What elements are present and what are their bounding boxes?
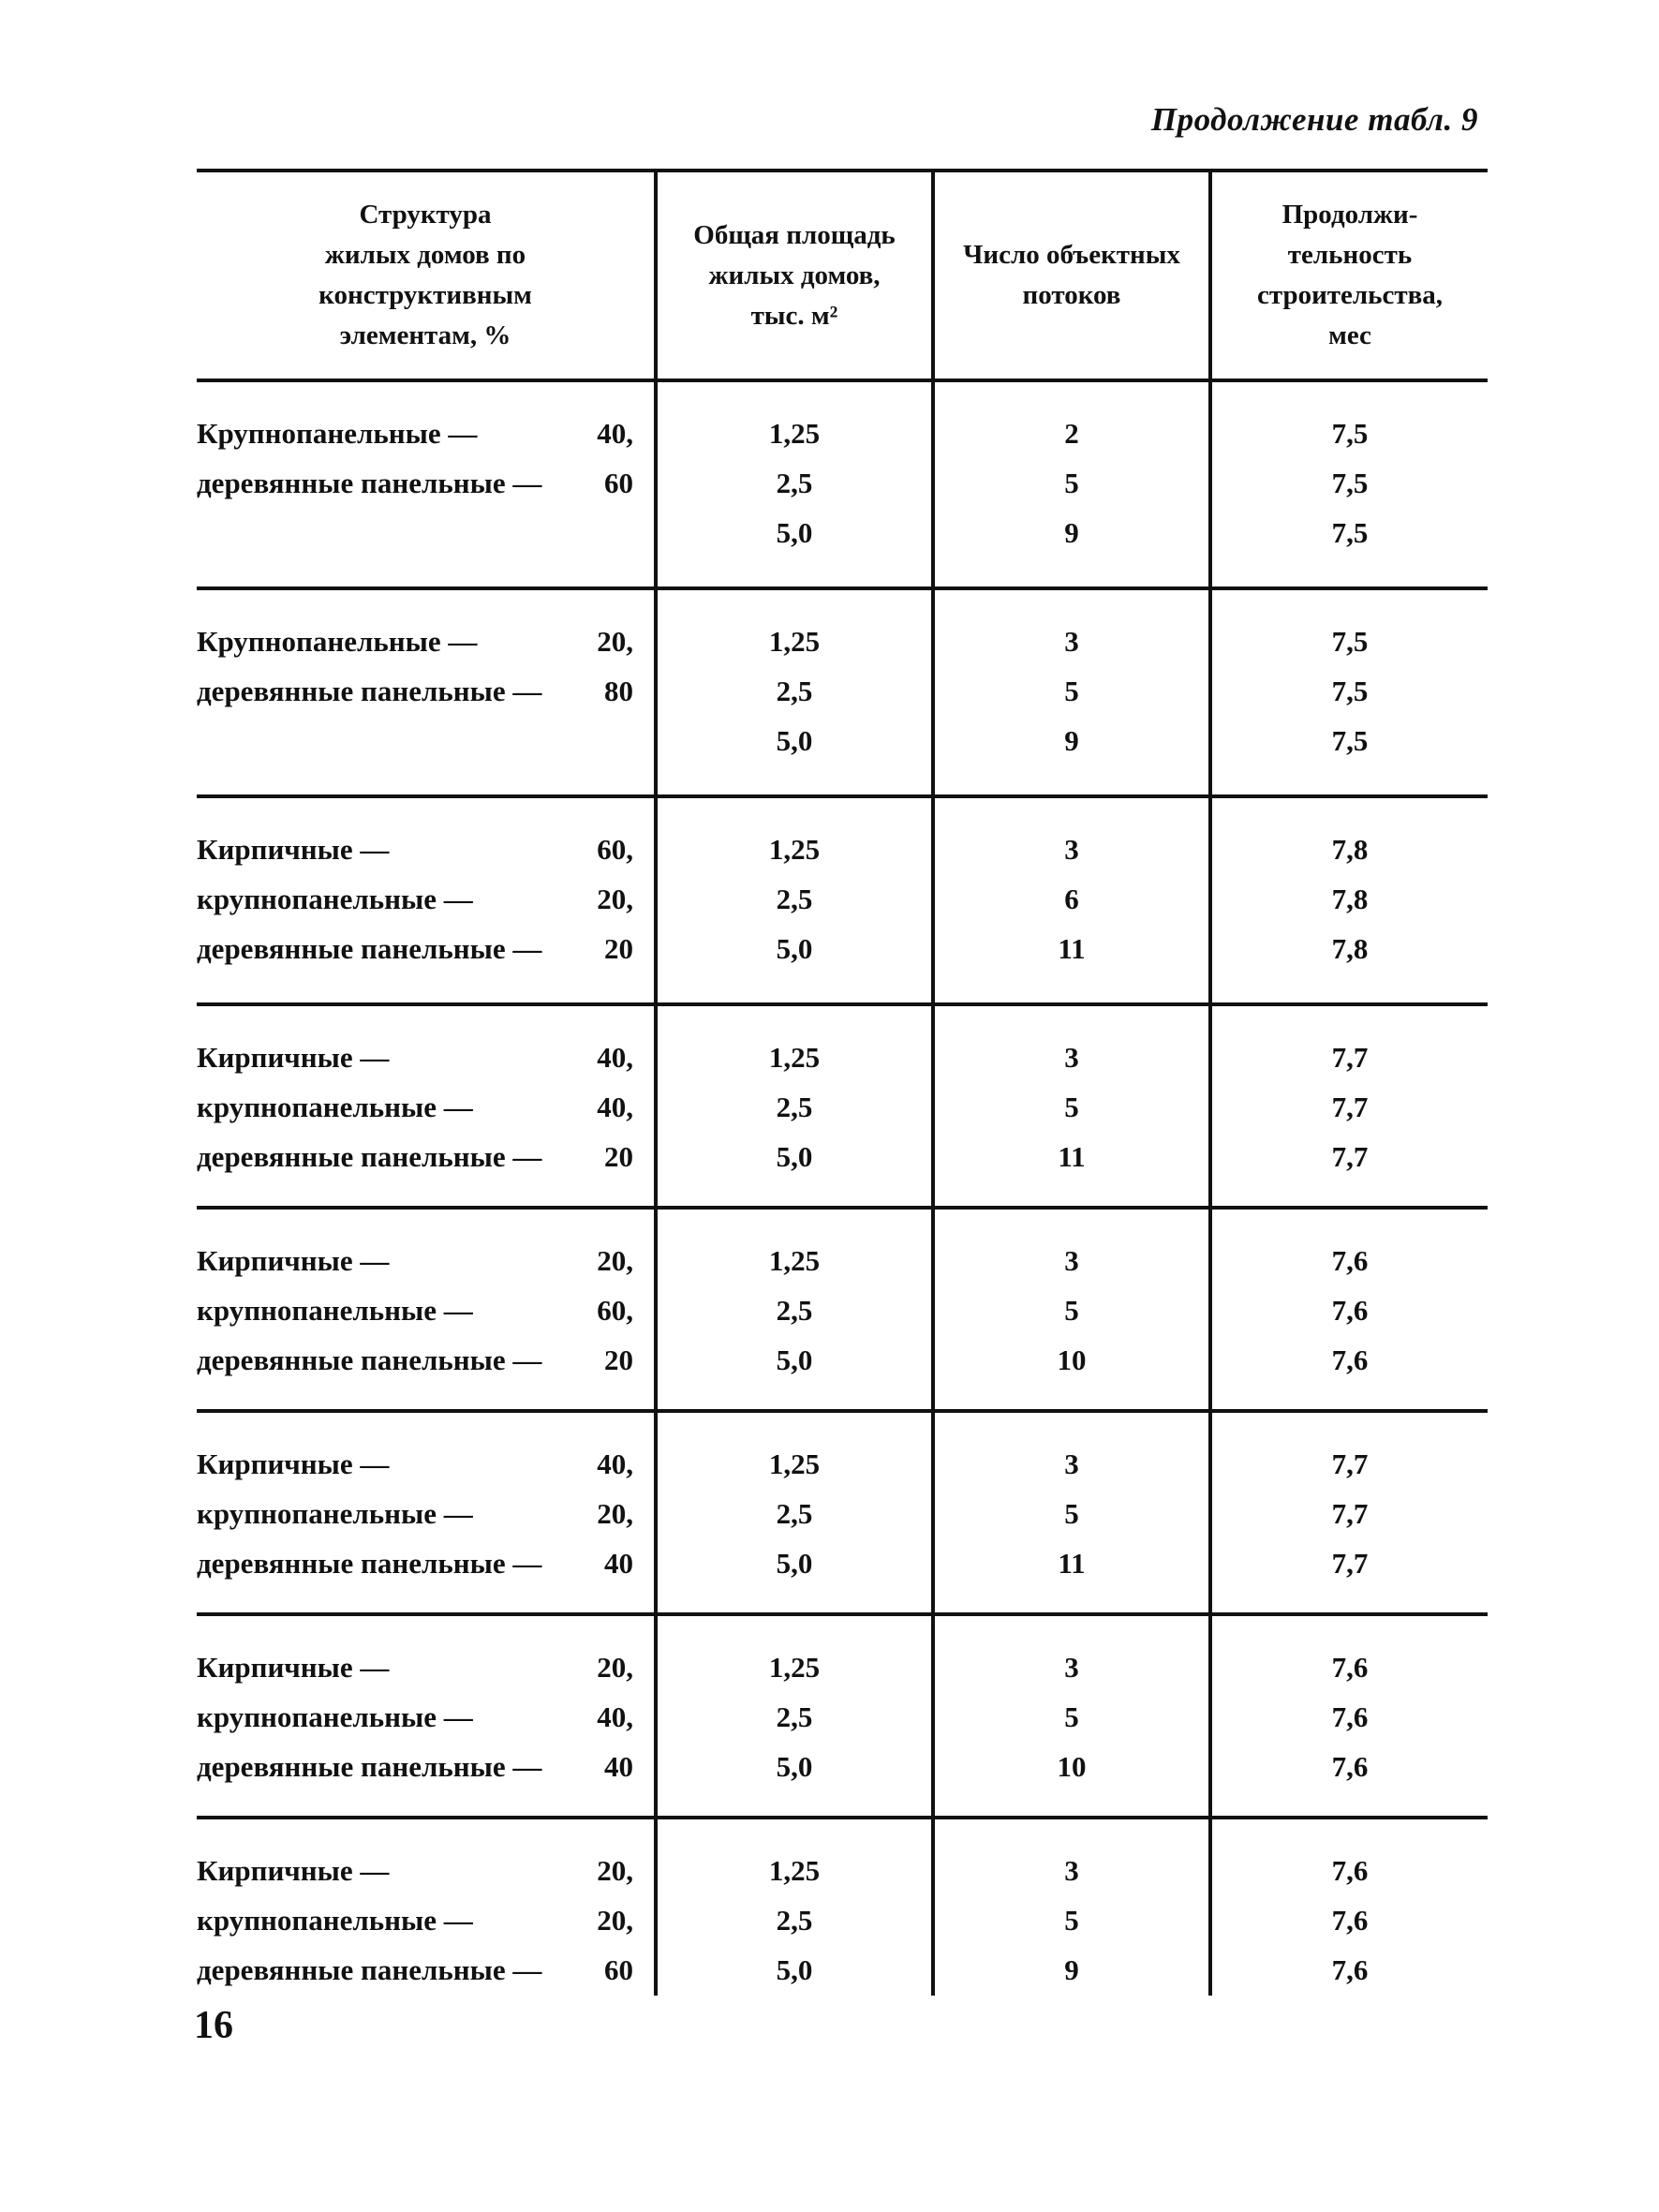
duration-value: 7,7: [1331, 1140, 1369, 1173]
object-flows-value: 2: [1064, 417, 1079, 450]
duration-value: 7,6: [1331, 1294, 1369, 1327]
object-flows-value: 5: [1064, 1904, 1079, 1937]
duration-cell: [1208, 798, 1488, 1002]
structure-percent: 40,: [597, 417, 633, 450]
structure-material: Кирпичные —: [197, 1447, 390, 1480]
structure-percent: 20,: [597, 1854, 633, 1887]
total-area-cell: [654, 1819, 931, 1996]
total-area-value: 1,25: [768, 1041, 821, 1074]
table-row-group: [197, 798, 1488, 1002]
structure-cell: [197, 590, 654, 794]
structure-line: [197, 1132, 633, 1181]
duration-value: 7,5: [1331, 467, 1369, 499]
structure-cell: [197, 382, 654, 586]
object-flows-value: 3: [1064, 625, 1079, 658]
structure-percent: 20: [604, 932, 633, 965]
structure-percent: 80: [604, 675, 633, 707]
structure-line: [197, 1846, 633, 1895]
structure-material: Кирпичные —: [197, 1244, 390, 1277]
duration-value: 7,7: [1331, 1547, 1369, 1580]
structure-line: [197, 1945, 633, 1995]
structure-material: крупнопанельные —: [197, 1294, 473, 1327]
total-area-value: 2,5: [776, 467, 813, 499]
duration-value: 7,6: [1331, 1750, 1369, 1783]
duration-value: 7,5: [1331, 417, 1369, 450]
total-area-value: 1,25: [768, 1447, 821, 1480]
object-flows-value: 5: [1064, 675, 1079, 707]
object-flows-value: 10: [1057, 1344, 1087, 1376]
structure-percent: 20,: [597, 1497, 633, 1530]
structure-material: Крупнопанельные —: [197, 417, 478, 450]
structure-cell: [197, 1819, 654, 1996]
structure-percent: 40,: [597, 1447, 633, 1480]
structure-percent: 20,: [597, 1244, 633, 1277]
table-row-group: [197, 1210, 1488, 1409]
table-header-row: [197, 172, 1488, 379]
total-area-value: 2,5: [776, 1904, 813, 1937]
duration-value: 7,8: [1331, 833, 1369, 866]
structure-line: [197, 408, 633, 458]
object-flows-value: 3: [1064, 1244, 1079, 1277]
structure-cell: [197, 798, 654, 1002]
total-area-value: 1,25: [768, 1854, 821, 1887]
header-structure: Структура жилых домов по конструктивным элементам, %: [318, 200, 532, 350]
structure-material: деревянные панельные —: [197, 1953, 542, 1986]
structure-percent: 60: [604, 467, 633, 499]
total-area-cell: [654, 382, 931, 586]
object-flows-value: 5: [1064, 1091, 1079, 1123]
structure-material: Кирпичные —: [197, 1041, 390, 1074]
object-flows-value: 3: [1064, 833, 1079, 866]
structure-line: [197, 1082, 633, 1132]
structure-material: Кирпичные —: [197, 833, 390, 866]
object-flows-cell: [931, 1616, 1208, 1816]
structure-cell: [197, 1616, 654, 1816]
total-area-value: 5,0: [776, 516, 813, 549]
structure-percent: 40: [604, 1750, 633, 1783]
duration-value: 7,7: [1331, 1447, 1369, 1480]
total-area-value: 1,25: [768, 417, 821, 450]
structure-material: Кирпичные —: [197, 1651, 390, 1684]
total-area-value: 5,0: [776, 1140, 813, 1173]
duration-value: 7,7: [1331, 1497, 1369, 1530]
structure-line: [197, 1439, 633, 1489]
object-flows-value: 3: [1064, 1041, 1079, 1074]
total-area-value: 5,0: [776, 1344, 813, 1376]
table-row-group: [197, 590, 1488, 794]
table-body: [197, 379, 1488, 1996]
total-area-value: 1,25: [768, 1651, 821, 1684]
table-continuation-caption: Продолжение табл. 9: [1150, 101, 1478, 138]
duration-value: 7,6: [1331, 1953, 1369, 1986]
structure-material: деревянные панельные —: [197, 932, 542, 965]
structure-percent: 40: [604, 1547, 633, 1580]
total-area-cell: [654, 1006, 931, 1206]
structure-line: [197, 1895, 633, 1945]
object-flows-value: 5: [1064, 1294, 1079, 1327]
header-duration: Продолжи- тельность строительства, мес: [1208, 172, 1488, 379]
structure-percent: 20: [604, 1344, 633, 1376]
structure-line: [197, 1489, 633, 1538]
duration-value: 7,6: [1331, 1700, 1369, 1733]
structure-material: крупнопанельные —: [197, 1091, 473, 1123]
structure-line: [197, 458, 633, 508]
table-row-group: [197, 1006, 1488, 1206]
structure-material: Крупнопанельные —: [197, 625, 478, 658]
structure-percent: 60: [604, 1953, 633, 1986]
structure-percent: 20: [604, 1140, 633, 1173]
total-area-value: 2,5: [776, 1700, 813, 1733]
object-flows-value: 5: [1064, 467, 1079, 499]
total-area-cell: [654, 1413, 931, 1612]
object-flows-value: 3: [1064, 1447, 1079, 1480]
structure-cell: [197, 1210, 654, 1409]
structure-material: деревянные панельные —: [197, 675, 542, 707]
duration-cell: [1208, 590, 1488, 794]
object-flows-value: 3: [1064, 1651, 1079, 1684]
duration-value: 7,7: [1331, 1041, 1369, 1074]
object-flows-cell: [931, 382, 1208, 586]
object-flows-cell: [931, 1210, 1208, 1409]
structure-percent: 60,: [597, 1294, 633, 1327]
object-flows-cell: [931, 590, 1208, 794]
structure-cell: [197, 1006, 654, 1206]
duration-cell: [1208, 1413, 1488, 1612]
structure-cell: [197, 1413, 654, 1612]
total-area-value: 2,5: [776, 1091, 813, 1123]
duration-cell: [1208, 1616, 1488, 1816]
duration-value: 7,5: [1331, 625, 1369, 658]
total-area-cell: [654, 1210, 931, 1409]
header-object-flows: Число объектных потоков: [931, 172, 1208, 379]
total-area-value: 1,25: [768, 1244, 821, 1277]
structure-line: [197, 924, 633, 973]
structure-percent: 60,: [597, 833, 633, 866]
structure-material: деревянные панельные —: [197, 1750, 542, 1783]
total-area-value: 2,5: [776, 1497, 813, 1530]
duration-cell: [1208, 1819, 1488, 1996]
total-area-value: 2,5: [776, 883, 813, 915]
structure-material: Кирпичные —: [197, 1854, 390, 1887]
structure-material: крупнопанельные —: [197, 883, 473, 915]
structure-line: [197, 874, 633, 924]
structure-material: крупнопанельные —: [197, 1700, 473, 1733]
object-flows-value: 9: [1064, 516, 1079, 549]
total-area-value: 5,0: [776, 1953, 813, 1986]
structure-line: [197, 1692, 633, 1742]
duration-value: 7,8: [1331, 932, 1369, 965]
object-flows-cell: [931, 1819, 1208, 1996]
structure-line: [197, 666, 633, 716]
object-flows-value: 9: [1064, 1953, 1079, 1986]
total-area-value: 5,0: [776, 1547, 813, 1580]
object-flows-value: 5: [1064, 1497, 1079, 1530]
structure-material: деревянные панельные —: [197, 1140, 542, 1173]
duration-value: 7,6: [1331, 1854, 1369, 1887]
construction-duration-table: [197, 169, 1488, 1996]
structure-line: [197, 1538, 633, 1588]
duration-value: 7,8: [1331, 883, 1369, 915]
table-row-group: [197, 382, 1488, 586]
total-area-value: 2,5: [776, 675, 813, 707]
duration-value: 7,5: [1331, 516, 1369, 549]
total-area-value: 5,0: [776, 724, 813, 757]
structure-material: крупнопанельные —: [197, 1497, 473, 1530]
duration-value: 7,5: [1331, 724, 1369, 757]
total-area-value: 1,25: [768, 833, 821, 866]
structure-material: крупнопанельные —: [197, 1904, 473, 1937]
duration-cell: [1208, 382, 1488, 586]
structure-material: деревянные панельные —: [197, 1344, 542, 1376]
object-flows-value: 10: [1057, 1750, 1087, 1783]
object-flows-cell: [931, 1413, 1208, 1612]
structure-material: деревянные панельные —: [197, 1547, 542, 1580]
object-flows-cell: [931, 1006, 1208, 1206]
structure-line: [197, 1032, 633, 1082]
duration-cell: [1208, 1006, 1488, 1206]
object-flows-value: 11: [1058, 1547, 1086, 1580]
table-row-group: [197, 1819, 1488, 1996]
duration-value: 7,6: [1331, 1904, 1369, 1937]
duration-value: 7,5: [1331, 675, 1369, 707]
total-area-cell: [654, 1616, 931, 1816]
structure-percent: 40,: [597, 1091, 633, 1123]
object-flows-cell: [931, 798, 1208, 1002]
total-area-value: 5,0: [776, 1750, 813, 1783]
structure-percent: 20,: [597, 1904, 633, 1937]
header-total-area: Общая площадь жилых домов, тыс. м²: [654, 172, 931, 379]
duration-cell: [1208, 1210, 1488, 1409]
structure-material: деревянные панельные —: [197, 467, 542, 499]
structure-percent: 20,: [597, 883, 633, 915]
structure-line: [197, 1285, 633, 1335]
duration-value: 7,7: [1331, 1091, 1369, 1123]
structure-percent: 40,: [597, 1700, 633, 1733]
total-area-value: 1,25: [768, 625, 821, 658]
object-flows-value: 3: [1064, 1854, 1079, 1887]
duration-value: 7,6: [1331, 1344, 1369, 1376]
total-area-value: 2,5: [776, 1294, 813, 1327]
structure-line: [197, 616, 633, 666]
structure-percent: 20,: [597, 625, 633, 658]
object-flows-value: 9: [1064, 724, 1079, 757]
structure-percent: 20,: [597, 1651, 633, 1684]
total-area-cell: [654, 798, 931, 1002]
structure-line: [197, 824, 633, 874]
table-row-group: [197, 1616, 1488, 1816]
duration-value: 7,6: [1331, 1651, 1369, 1684]
total-area-cell: [654, 590, 931, 794]
structure-line: [197, 1742, 633, 1791]
page-number: 16: [194, 2004, 233, 2047]
structure-percent: 40,: [597, 1041, 633, 1074]
object-flows-value: 11: [1058, 932, 1086, 965]
total-area-value: 5,0: [776, 932, 813, 965]
duration-value: 7,6: [1331, 1244, 1369, 1277]
structure-line: [197, 1642, 633, 1692]
structure-line: [197, 1335, 633, 1385]
structure-line: [197, 1236, 633, 1285]
object-flows-value: 6: [1064, 883, 1079, 915]
table-row-group: [197, 1413, 1488, 1612]
object-flows-value: 5: [1064, 1700, 1079, 1733]
object-flows-value: 11: [1058, 1140, 1086, 1173]
